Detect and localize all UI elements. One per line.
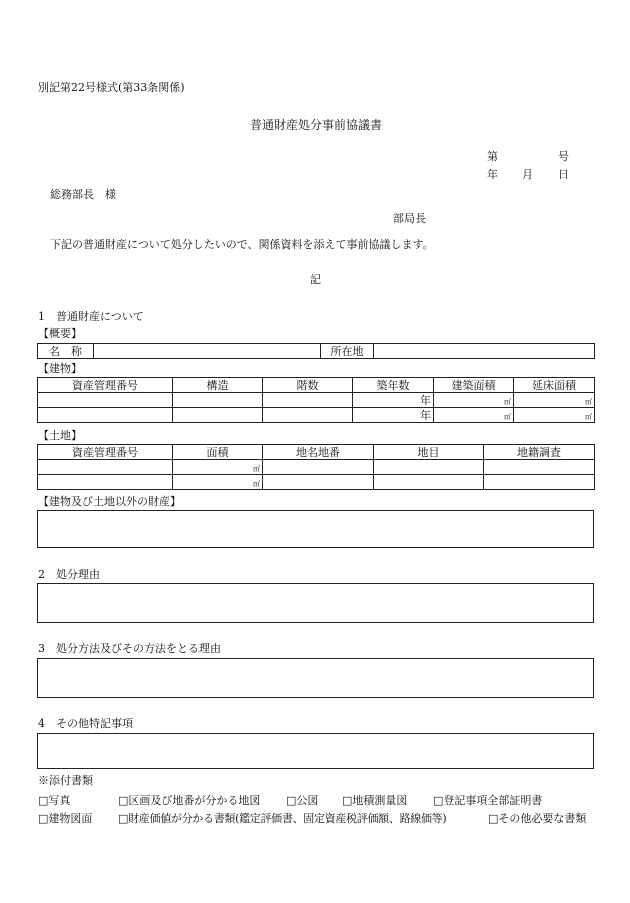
date-day: 日 [558, 168, 569, 181]
land-row [38, 475, 595, 490]
area-unit: ㎡ [253, 479, 260, 488]
disposal-method-box[interactable] [37, 658, 594, 698]
land-lot-number-cell[interactable] [263, 475, 374, 490]
building-header-building-area: 建築面積 [434, 378, 514, 393]
ki-heading: 記 [310, 273, 321, 286]
date-month: 月 [522, 168, 533, 181]
section2-heading: 2 処分理由 [38, 568, 100, 581]
building-label: 【建物】 [38, 362, 82, 375]
area-unit: ㎡ [585, 397, 592, 406]
attachment-survey-map-checkbox[interactable]: □地積測量図 [342, 794, 408, 807]
attachment-photo-checkbox[interactable]: □写真 [38, 794, 71, 807]
building-floors-cell[interactable] [263, 393, 353, 408]
number-prefix: 第 [487, 150, 498, 163]
name-label: 名 称 [38, 344, 94, 359]
land-row [38, 460, 595, 475]
land-area-cell[interactable] [173, 475, 263, 490]
intro-text: 下記の普通財産について処分したいので、関係資料を添えて事前協議します。 [50, 238, 434, 251]
building-header-floor-area: 延床面積 [514, 378, 595, 393]
land-category-cell[interactable] [374, 475, 484, 490]
area-unit: ㎡ [585, 412, 592, 421]
section3-heading: 3 処分方法及びその方法をとる理由 [38, 642, 221, 655]
section1-heading: 1 普通財産について [38, 310, 144, 323]
building-structure-cell[interactable] [173, 408, 263, 423]
land-header-cadastral-survey: 地籍調査 [484, 445, 595, 460]
land-area-cell[interactable] [173, 460, 263, 475]
other-property-box[interactable] [37, 510, 594, 548]
land-header-area: 面積 [173, 445, 263, 460]
document-title: 普通財産処分事前協議書 [250, 118, 383, 132]
land-survey-cell[interactable] [484, 475, 595, 490]
land-category-cell[interactable] [374, 460, 484, 475]
location-field[interactable] [374, 344, 595, 359]
area-unit: ㎡ [253, 464, 260, 473]
special-notes-box[interactable] [37, 733, 594, 769]
date-year: 年 [487, 168, 498, 181]
land-asset-number-cell[interactable] [38, 460, 173, 475]
building-age-cell[interactable] [353, 393, 434, 408]
section4-heading: 4 その他特記事項 [38, 717, 133, 730]
disposal-reason-box[interactable] [37, 583, 594, 623]
form-number: 別記第22号様式(第33条関係) [38, 81, 185, 94]
building-row [38, 408, 595, 423]
land-header-lot-number: 地名地番 [263, 445, 374, 460]
number-suffix: 号 [558, 150, 569, 163]
building-age-cell[interactable] [353, 408, 434, 423]
building-header-structure: 構造 [173, 378, 263, 393]
land-lot-number-cell[interactable] [263, 460, 374, 475]
location-label: 所在地 [321, 344, 374, 359]
building-structure-cell[interactable] [173, 393, 263, 408]
attachment-registry-checkbox[interactable]: □登記事項全部証明書 [433, 794, 543, 807]
building-table [37, 377, 595, 423]
attachment-valuation-checkbox[interactable]: □財産価値が分かる書類(鑑定評価書、固定資産税評価額、路線価等) [118, 812, 447, 825]
land-header-asset-number: 資産管理番号 [38, 445, 173, 460]
area-unit: ㎡ [504, 412, 511, 421]
sender: 部局長 [393, 212, 426, 225]
floor-area-cell[interactable] [514, 393, 595, 408]
overview-table [37, 343, 595, 359]
building-floors-cell[interactable] [263, 408, 353, 423]
attachment-koz-checkbox[interactable]: □公図 [286, 794, 319, 807]
attachments-label: ※添付書類 [38, 774, 93, 787]
building-area-cell[interactable] [434, 408, 514, 423]
floor-area-cell[interactable] [514, 408, 595, 423]
building-row [38, 393, 595, 408]
land-survey-cell[interactable] [484, 460, 595, 475]
year-unit: 年 [420, 408, 431, 422]
building-header-asset-number: 資産管理番号 [38, 378, 173, 393]
building-header-age: 築年数 [353, 378, 434, 393]
area-unit: ㎡ [504, 397, 511, 406]
attachment-building-drawing-checkbox[interactable]: □建物図面 [38, 812, 93, 825]
attachment-other-checkbox[interactable]: □その他必要な書類 [488, 812, 587, 825]
addressee: 総務部長 様 [50, 188, 116, 201]
name-field[interactable] [94, 344, 321, 359]
other-property-label: 【建物及び土地以外の財産】 [38, 495, 181, 508]
building-asset-number-cell[interactable] [38, 393, 173, 408]
land-asset-number-cell[interactable] [38, 475, 173, 490]
building-area-cell[interactable] [434, 393, 514, 408]
overview-label: 【概要】 [38, 327, 82, 340]
attachment-map-checkbox[interactable]: □区画及び地番が分かる地図 [118, 794, 261, 807]
building-header-floors: 階数 [263, 378, 353, 393]
land-label: 【土地】 [38, 429, 82, 442]
land-header-land-category: 地目 [374, 445, 484, 460]
year-unit: 年 [420, 393, 431, 407]
building-asset-number-cell[interactable] [38, 408, 173, 423]
land-table [37, 444, 595, 490]
